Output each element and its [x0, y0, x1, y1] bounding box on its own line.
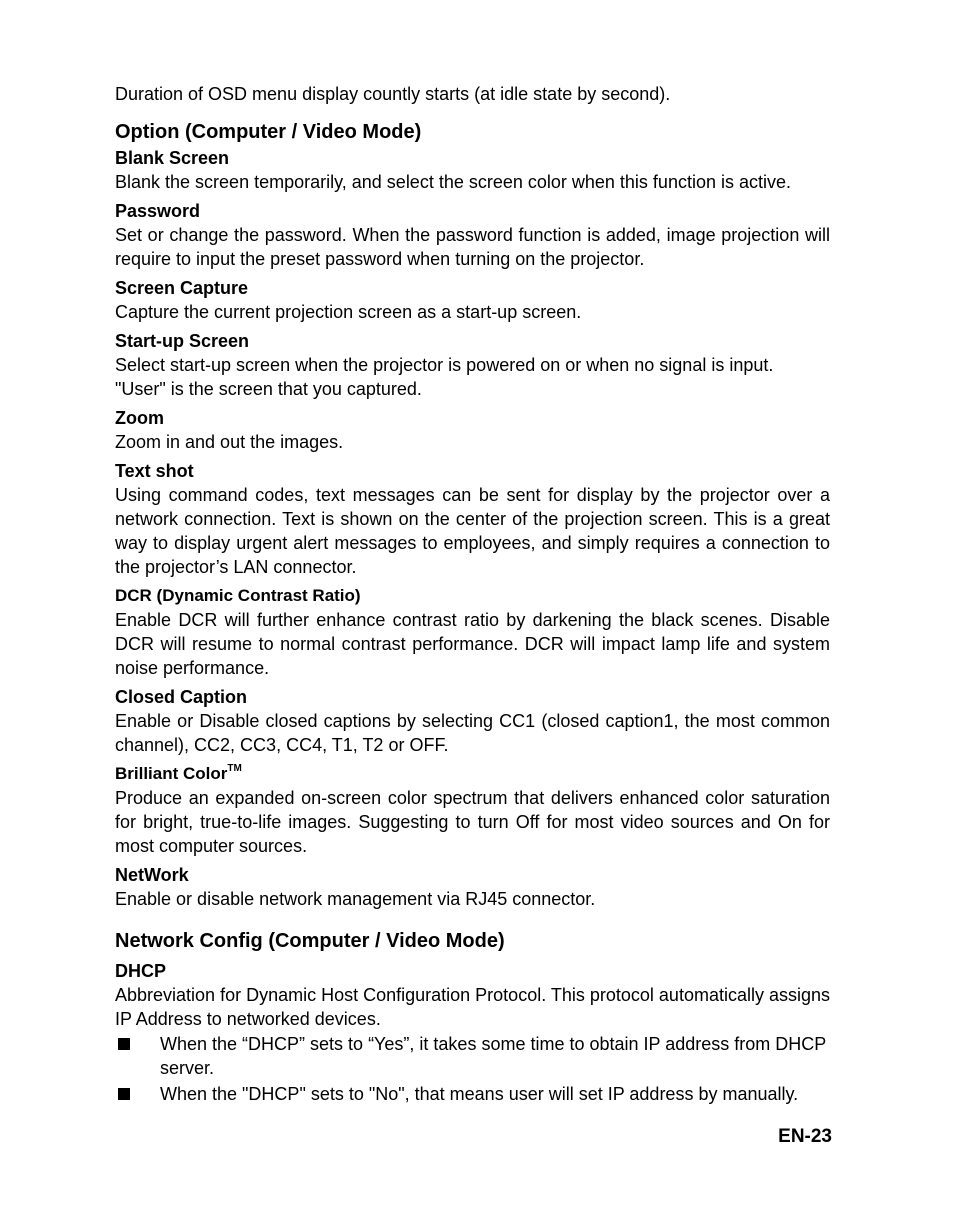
dhcp-text: Abbreviation for Dynamic Host Configuration Protocol. This protocol automatically assigns IP Address to networked devices.: [115, 985, 830, 1029]
startup-screen-text-1: Select start-up screen when the projector is powered on or when no signal is input.: [115, 355, 774, 375]
zoom-heading: Zoom: [115, 408, 164, 428]
page-content: [115, 82, 830, 1106]
text-shot-text: Using command codes, text messages can be sent for display by the projector over a network connection. Text is shown on the center of the projection screen. This is a great way to display urgent alert messages to employees, and simply requires a connection to the projector’s LAN connector.: [115, 485, 830, 577]
blank-screen-text: Blank the screen temporarily, and select the screen color when this function is active.: [115, 172, 792, 192]
trademark-mark: TM: [227, 763, 242, 774]
brilliant-color-text: Produce an expanded on-screen color spectrum that delivers enhanced color saturation for bright, true-to-life images. Suggesting to turn Off for most video sources and On for most computer sources.: [115, 788, 830, 856]
password-heading: Password: [115, 201, 201, 221]
bullet-text: When the "DHCP" sets to "No", that means user will set IP address by manually.: [160, 1084, 799, 1104]
screen-capture-text: Capture the current projection screen as a start-up screen.: [115, 302, 582, 322]
square-bullet-icon: [118, 1038, 130, 1050]
zoom-text: Zoom in and out the images.: [115, 432, 344, 452]
option-section-title: Option (Computer / Video Mode): [115, 121, 422, 143]
text-shot-heading: Text shot: [115, 461, 194, 481]
blank-screen-heading: Blank Screen: [115, 148, 230, 168]
startup-screen-heading: Start-up Screen: [115, 331, 250, 351]
network-text: Enable or disable network management via RJ45 connector.: [115, 889, 596, 909]
password-text: Set or change the password. When the password function is added, image projection will require to input the preset password when turning on the projector.: [115, 225, 830, 269]
bullet-text: When the “DHCP” sets to “Yes”, it takes some time to obtain IP address from DHCP server.: [160, 1034, 826, 1078]
page-number: EN-23: [778, 1126, 832, 1147]
screen-capture-heading: Screen Capture: [115, 278, 249, 298]
closed-caption-text: Enable or Disable closed captions by selecting CC1 (closed caption1, the most common channel), CC2, CC3, CC4, T1, T2 or OFF.: [115, 711, 830, 755]
dhcp-heading: DHCP: [115, 961, 167, 981]
startup-screen-text-2: "User" is the screen that you captured.: [115, 379, 422, 399]
dhcp-bullet-yes: [115, 1032, 830, 1080]
intro-text: Duration of OSD menu display countly starts (at idle state by second).: [115, 84, 671, 104]
dhcp-bullet-no: [115, 1082, 830, 1106]
dcr-text: Enable DCR will further enhance contrast ratio by darkening the black scenes. Disable DCR will resume to normal contrast performance. DCR will impact lamp life and system noise performance.: [115, 610, 830, 678]
closed-caption-heading: Closed Caption: [115, 687, 248, 707]
brilliant-color-heading: [115, 757, 830, 786]
brilliant-color-title: Brilliant Color: [115, 764, 228, 783]
square-bullet-icon: [118, 1088, 130, 1100]
network-config-section-title: Network Config (Computer / Video Mode): [115, 930, 505, 952]
network-heading: NetWork: [115, 865, 189, 885]
dcr-heading: DCR (Dynamic Contrast Ratio): [115, 586, 361, 605]
